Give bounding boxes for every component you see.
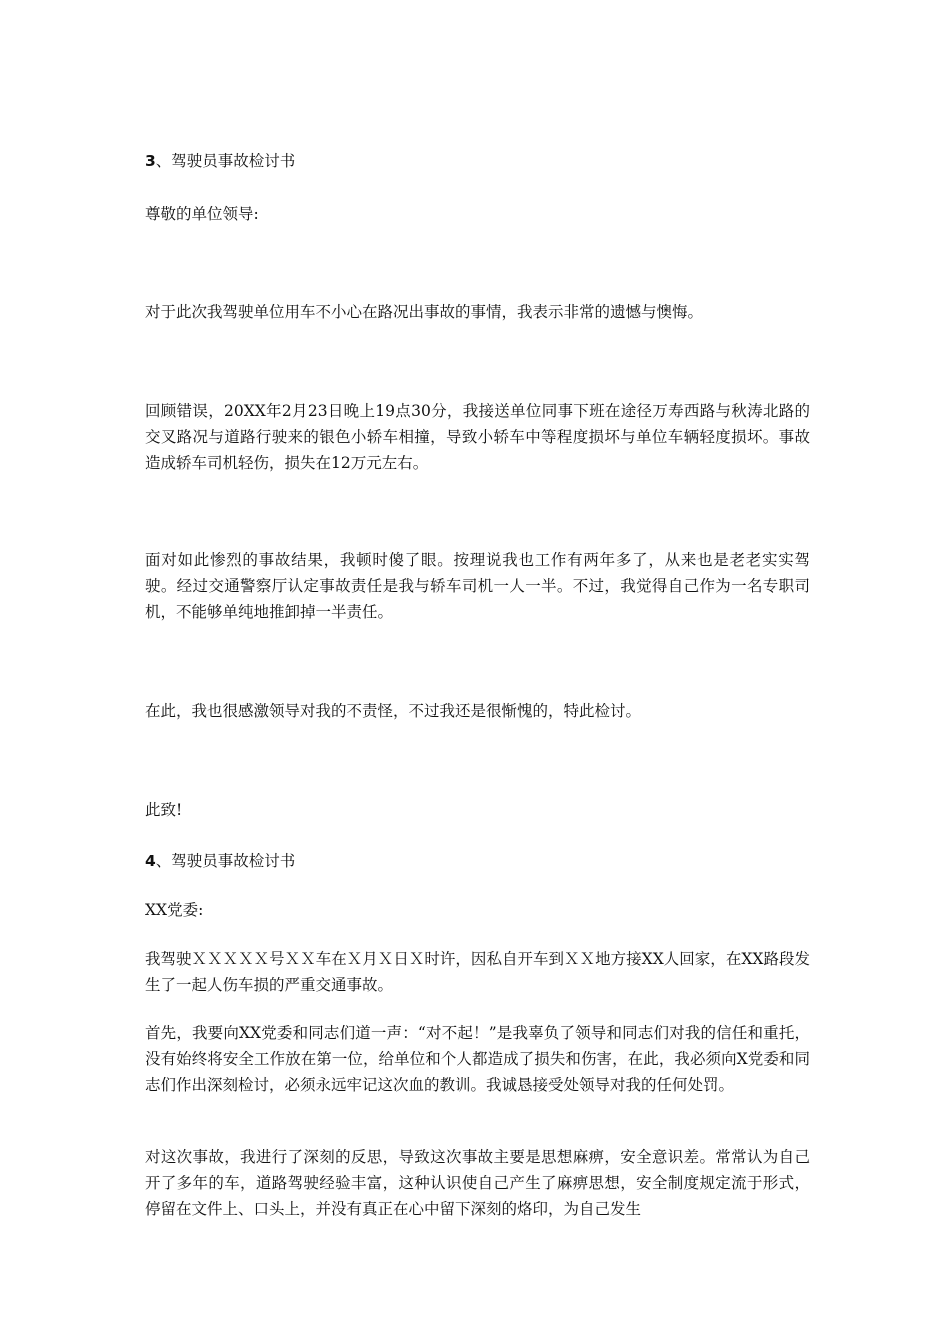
section-4-paragraph-3: 对这次事故，我进行了深刻的反思，导致这次事故主要是思想麻痹，安全意识差。常常认为自己开了多年的车，道路驾驶经验丰富，这种认识使自己产生了麻痹思想，安全制度规定流于形式，停留在文件上、口头上，并没有真正在心中留下深刻的烙印，为自己发生 xyxy=(145,1148,810,1218)
section-4-number: 4 xyxy=(145,852,156,870)
section-3-paragraph-2: 回顾错误，20XX年2月23日晚上19点30分，我接送单位同事下班在途径万寿西路与秋涛北路的交叉路况与道路行驶来的银色小轿车相撞，导致小轿车中等程度损坏与单位车辆轻度损坏。事故造成轿车司机轻伤，损失在12万元左右。 xyxy=(145,402,810,472)
section-4-paragraph-1: 我驾驶ＸＸＸＸＸ号ＸＸ车在Ｘ月Ｘ日Ｘ时许，因私自开车到ＸＸ地方接XX人回家，在XX路段发生了一起人伤车损的严重交通事故。 xyxy=(145,950,810,994)
section-3-paragraph-3: 面对如此惨烈的事故结果，我顿时傻了眼。按理说我也工作有两年多了，从来也是老老实实驾驶。经过交通警察厅认定事故责任是我与轿车司机一人一半。不过，我觉得自己作为一名专职司机，不能够单纯地推卸掉一半责任。 xyxy=(145,551,810,621)
section-3-closing: 此致! xyxy=(145,801,183,819)
section-3-title: 、驾驶员事故检讨书 xyxy=(155,152,296,170)
section-4-title: 、驾驶员事故检讨书 xyxy=(155,852,296,870)
section-4-heading xyxy=(145,848,810,874)
section-3-paragraph-1: 对于此次我驾驶单位用车不小心在路况出事故的事情，我表示非常的遗憾与懊悔。 xyxy=(145,303,704,321)
section-3-heading xyxy=(145,148,810,174)
section-3-paragraph-4: 在此，我也很感激领导对我的不责怪，不过我还是很惭愧的，特此检讨。 xyxy=(145,702,642,720)
section-3-number: 3 xyxy=(145,152,156,170)
section-3-salutation: 尊敬的单位领导: xyxy=(145,205,259,223)
section-4-salutation: XX党委: xyxy=(145,901,204,919)
section-4-paragraph-2: 首先，我要向XX党委和同志们道一声：“对不起！”是我辜负了领导和同志们对我的信任和重托，没有始终将安全工作放在第一位，给单位和个人都造成了损失和伤害，在此，我必须向X党委和同志们作出深刻检讨，必须永远牢记这次血的教训。我诚恳接受处领导对我的任何处罚。 xyxy=(145,1024,810,1094)
